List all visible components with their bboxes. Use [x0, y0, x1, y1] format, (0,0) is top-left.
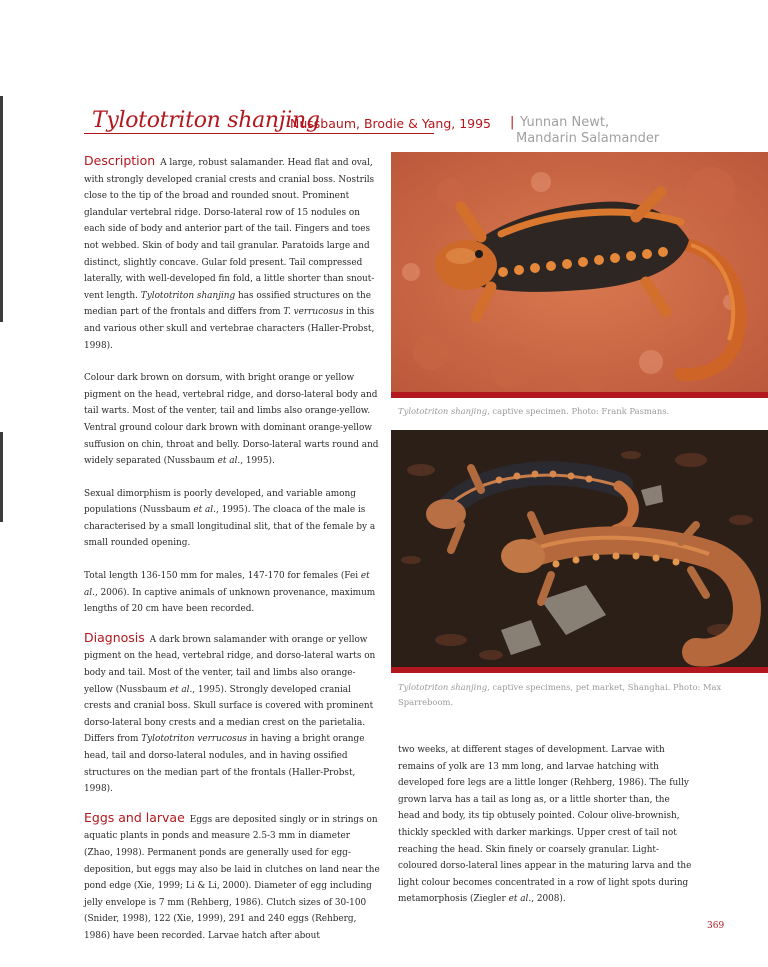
description-paragraph-4: Total length 136-150 mm for males, 147-170 for females (Fei et al., 2006). In captive animals of unknown provenance, maximum lengths of 20 cm have been recorded.	[84, 571, 376, 615]
binding-edge	[0, 432, 3, 522]
species-scientific-name: Tylototriton shanjing	[92, 108, 320, 133]
title-separator: |	[510, 115, 515, 130]
page-header	[84, 108, 684, 146]
photo-1-caption: Tylototriton shanjing, captive specimen. Photo: Frank Pasmans.	[398, 406, 670, 416]
newt-photo-1	[391, 152, 768, 392]
left-column	[84, 153, 380, 945]
diagnosis-heading: Diagnosis	[84, 629, 145, 645]
eggs-continued-paragraph: two weeks, at different stages of development. Larvae with remains of yolk are 13 mm long, and larvae hatching with developed fore legs are a little longer (Rehberg, 1986). The fully grown larva has a tail as long as, or a little shorter than, the head and body, its tip obtusely pointed. Colour olive-brownish, thickly speckled with darker markings. Upper crest of tail not reaching the head. Skin finely or coarsely granular. Light-coloured dorso-lateral lines appear in the maturing larva and the light colour becomes concentrated in a row of light spots during metamorphosis (Ziegler et al., 2008).	[398, 745, 692, 905]
eggs-paragraph: Eggs and larvae Eggs are deposited singly or in strings on aquatic plants in ponds and measure 2.5-3 mm in diameter (Zhao, 1998). Permanent ponds are generally used for egg-deposition, but eggs may also be laid in clutches on land near the pond edge (Xie, 1999; Li & Li, 2000). Diameter of egg including jelly envelope is 7 mm (Rehberg, 1986). Clutch sizes of 30-100 (Snider, 1998), 122 (Xie, 1999), 291 and 240 eggs (Rehberg, 1986) have been recorded. Larvae hatch after about	[84, 809, 380, 941]
binding-edge	[0, 96, 3, 322]
photo-2-accent-strip	[391, 667, 768, 673]
photo-2-caption: Tylototriton shanjing, captive specimens, pet market, Shanghai. Photo: Max Sparreboom.	[398, 682, 722, 707]
right-column	[398, 742, 694, 908]
description-paragraph-1: Description A large, robust salamander. Head flat and oval, with strongly developed cranial crests and cranial boss. Nostrils close to the tip of the broad and rounded snout. Prominent glandular vertebral ridge. Dorso-lateral row of 15 nodules on each side of body and anterior part of the tail. Fingers and toes not webbed. Skin of body and tail granular. Paratoids large and distinct, slightly concave. Gular fold present. Tail compressed laterally, with well-developed fin fold, a little shorter than snout-vent length. Tylototriton shanjing has ossified structures on the median part of the frontals and differs from T. verrucosus in this and various other skull and vertebrae characters (Haller-Probst, 1998).	[84, 153, 375, 351]
photo-captive-specimen	[391, 152, 768, 392]
description-paragraph-2: Colour dark brown on dorsum, with bright orange or yellow pigment on the head, vertebral ridge, and dorso-lateral body and tail warts. Most of the venter, tail and limbs also orange-yellow. Ventral ground colour dark brown with dominant orange-yellow suffusion on chin, throat and belly. Dorso-lateral warts round and widely separated (Nussbaum et al., 1995).	[84, 373, 379, 467]
common-name-1: Yunnan Newt,	[520, 115, 610, 130]
description-heading: Description	[84, 153, 156, 168]
diagnosis-paragraph: Diagnosis A dark brown salamander with orange or yellow pigment on the head, vertebral ridge, and dorso-lateral warts on body and tail. Most of the venter, tail and limbs also orange-yellow (Nussbaum et al., 1995). Strongly developed cranial crests and cranial boss. Skull surface is covered with prominent dorso-lateral bony crests and a median crest on the parietalia. Differs from Tylototriton verrucosus in having a bright orange head, tail and dorso-lateral nodules, and in having ossified structures on the median part of the frontals (Haller-Probst, 1998).	[84, 629, 376, 795]
common-name-2: Mandarin Salamander	[516, 131, 660, 146]
photo-1-accent-strip	[391, 392, 768, 398]
page-number: 369	[707, 921, 725, 931]
header-rule	[84, 133, 434, 134]
description-paragraph-3: Sexual dimorphism is poorly developed, and variable among populations (Nussbaum et al., 1995). The cloaca of the male is characterised by a small longitudinal slit, that of the female by a small rounded opening.	[84, 488, 376, 549]
newt-photo-2	[391, 430, 768, 667]
photo-pet-market-specimens	[391, 430, 768, 667]
eggs-heading: Eggs and larvae	[84, 809, 185, 825]
species-authors: Nussbaum, Brodie & Yang, 1995	[290, 116, 492, 131]
